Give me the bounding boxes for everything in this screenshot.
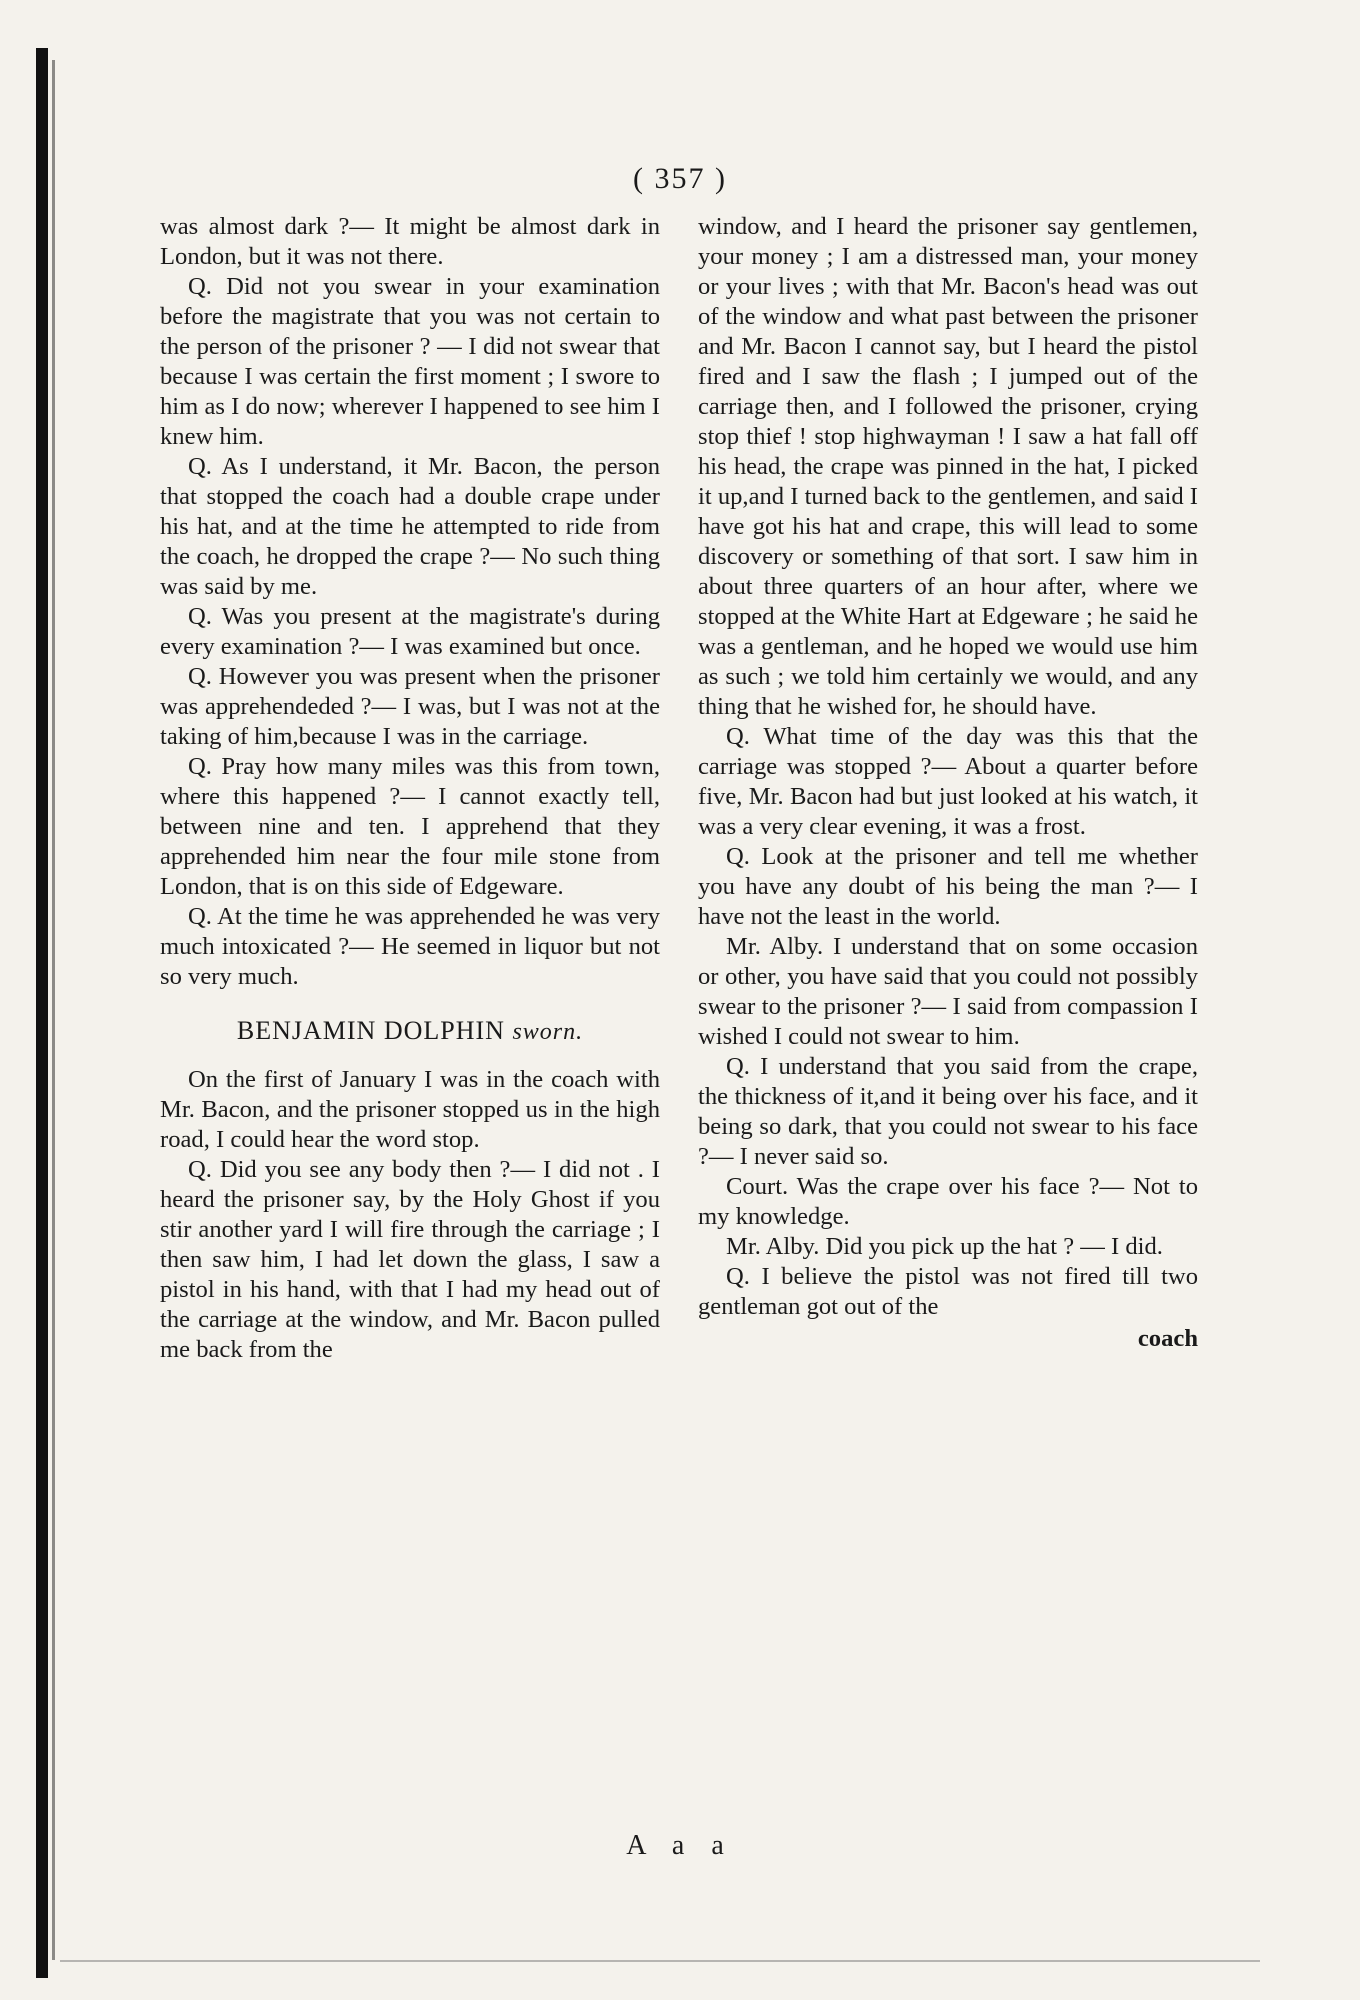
paragraph: Q. I believe the pistol was not fired till two gentleman got out of the [698,1263,1198,1320]
witness-heading [160,1016,660,1047]
left-column [160,212,660,1365]
paragraph: Mr. Alby. I understand that on some occasion or other, you have said that you could not possibly swear to the prisoner ?— I said from compassion I wished I could not swear to him. [698,933,1198,1050]
witness-sworn: sworn. [512,1019,584,1045]
witness-name: BENJAMIN DOLPHIN [236,1016,505,1045]
right-column [698,212,1198,1354]
paragraph: Q. Pray how many miles was this from town, where this happened ?— I cannot exactly tell, between nine and ten. I apprehend that they apprehended him near the four mile stone from London, that is on this side of Edgeware. [160,753,660,900]
paragraph: window, and I heard the prisoner say gentlemen, your money ; I am a distressed man, your money or your lives ; with that Mr. Bacon's head was out of the window and what past between the prisoner and Mr. Bacon I cannot say, but I heard the pistol fired and I saw the flash ; I jumped out of the carriage then, and I followed the prisoner, crying stop thief ! stop highwayman ! I saw a hat fall off his head, the crape was pinned in the hat, I picked it up,and I turned back to the gentlemen, and said I have got his hat and crape, this will lead to some discovery or something of that sort. I saw him in about three quarters of an hour after, where we stopped at the White Hart at Edgeware ; he said he was a gentleman, and he hoped we would use him as such ; we told him certainly we would, and any thing that he wished for, he should have. [698,213,1198,720]
left-paragraphs [160,212,660,992]
signature-mark: A a a [626,1830,734,1861]
paragraph: was almost dark ?— It might be almost dark in London, but it was not there. [160,213,660,270]
paragraph: On the first of January I was in the coach with Mr. Bacon, and the prisoner stopped us in the high road, I could hear the word stop. [160,1066,660,1153]
paragraph: Q. Did you see any body then ?— I did not . I heard the prisoner say, by the Holy Ghost if you stir another yard I will fire through the carriage ; I then saw him, I had let down the glass, I saw a pistol in his hand, with that I had my head out of the carriage at the window, and Mr. Bacon pulled me back from the [160,1156,660,1363]
paragraph: Q. What time of the day was this that the carriage was stopped ?— About a quarter before five, Mr. Bacon had but just looked at his watch, it was a very clear evening, it was a frost. [698,723,1198,840]
paragraph: Q. At the time he was apprehended he was very much intoxicated ?— He seemed in liquor but not so very much. [160,903,660,990]
book-binding-shadow [52,60,55,1960]
paragraph: Court. Was the crape over his face ?— Not to my knowledge. [698,1173,1198,1230]
right-paragraphs [698,212,1198,1322]
paragraph: Q. As I understand, it Mr. Bacon, the person that stopped the coach had a double crape under his hat, and at the time he attempted to ride from the coach, he dropped the crape ?— No such thing was said by me. [160,453,660,600]
paragraph: Mr. Alby. Did you pick up the hat ? — I did. [726,1233,1163,1260]
book-binding-edge [36,48,48,1978]
paragraph: Q. However you was present when the prisoner was apprehendeded ?— I was, but I was not at the taking of him,because I was in the carriage. [160,663,660,750]
left-paragraphs-after [160,1065,660,1365]
paragraph: Q. Was you present at the magistrate's during every examination ?— I was examined but once. [160,603,660,660]
catchword: coach [1137,1325,1198,1352]
paragraph: Q. Did not you swear in your examination before the magistrate that you was not certain to the person of the prisoner ? — I did not swear that because I was certain the first moment ; I swore to him as I do now; wherever I happened to see him I knew him. [160,273,660,450]
paragraph: Q. Look at the prisoner and tell me whether you have any doubt of his being the man ?— I have not the least in the world. [698,843,1198,930]
bottom-scan-noise [60,1960,1260,1962]
page-number: ( 357 ) [633,162,727,195]
paragraph: Q. I understand that you said from the crape, the thickness of it,and it being over his face, and it being so dark, that you could not swear to his face ?— I never said so. [698,1053,1198,1170]
